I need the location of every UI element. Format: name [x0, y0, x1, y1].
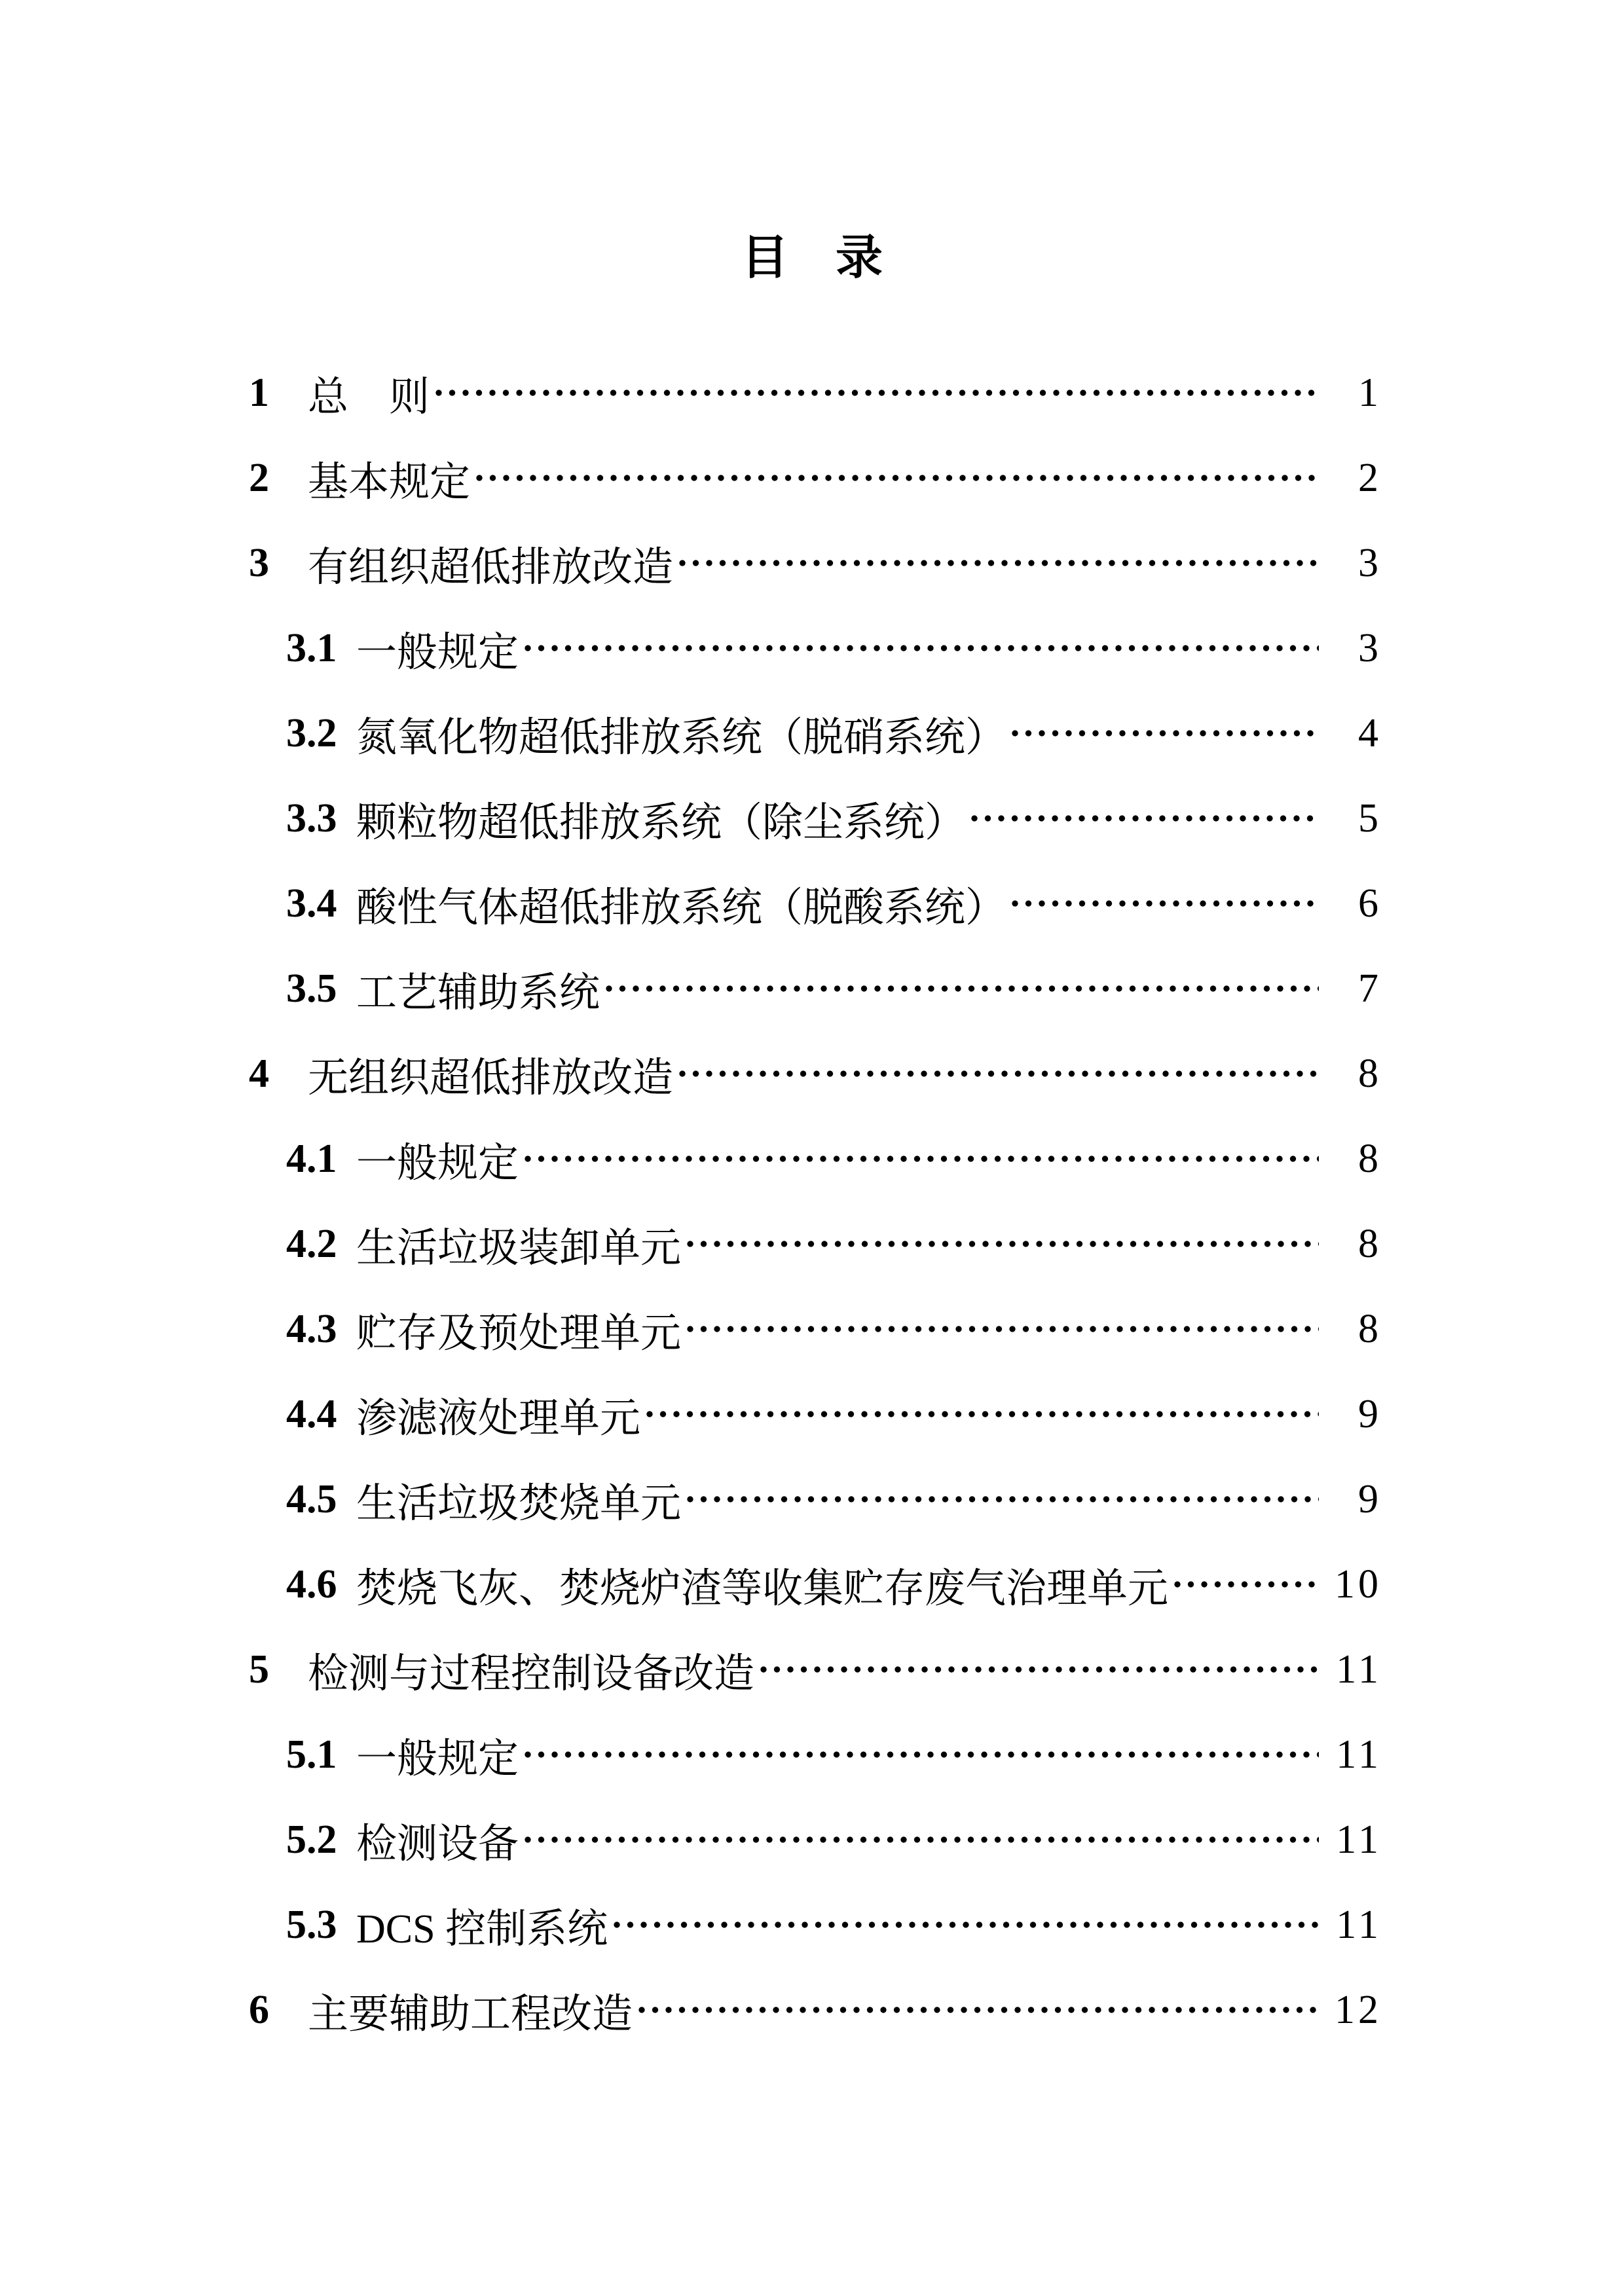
toc-entry-number: 4.2 [286, 1221, 337, 1266]
dot-leader [521, 1797, 1319, 1882]
toc-entry-title: 焚烧飞灰、焚烧炉渣等收集贮存废气治理单元 [356, 1566, 1169, 1611]
toc-entry-title: 一般规定 [356, 630, 519, 675]
toc-entry-page: 1 [1358, 370, 1382, 415]
toc-entry-title: 检测与过程控制设备改造 [308, 1651, 755, 1696]
dot-leader [610, 1882, 1319, 1967]
toc-entry-number: 4.3 [286, 1306, 337, 1351]
toc-entry[interactable] [286, 1882, 1382, 1967]
dot-leader [1008, 861, 1319, 946]
dot-leader [643, 1372, 1319, 1457]
toc-entry-number: 1 [249, 370, 269, 415]
toc-entry-number: 3.5 [286, 966, 337, 1011]
toc-entry-number: 5.2 [286, 1817, 337, 1862]
toc-entry[interactable] [249, 520, 1382, 606]
toc-entry-page: 8 [1358, 1136, 1382, 1181]
toc-entry-page: 3 [1358, 625, 1382, 670]
toc-entry[interactable] [249, 350, 1382, 435]
toc-entry-number: 5.3 [286, 1902, 337, 1947]
dot-leader [521, 1116, 1319, 1201]
toc-entry-title: 工艺辅助系统 [356, 970, 600, 1015]
toc-entry[interactable] [286, 946, 1382, 1031]
toc-entry-page: 7 [1358, 966, 1382, 1011]
toc-entry[interactable] [249, 1627, 1382, 1712]
toc-entry[interactable] [286, 1201, 1382, 1286]
toc-entry-title: 生活垃圾焚烧单元 [356, 1481, 682, 1526]
toc-entry-page: 4 [1358, 710, 1382, 756]
toc-entry-number: 3.3 [286, 795, 337, 841]
toc-entry-number: 3.2 [286, 710, 337, 756]
dot-leader [757, 1627, 1319, 1712]
toc-entry-title: 基本规定 [308, 460, 471, 505]
toc-entry[interactable] [286, 1712, 1382, 1797]
toc-entry-number: 4.4 [286, 1391, 337, 1436]
toc-entry[interactable] [286, 861, 1382, 946]
toc-entry-title: 酸性气体超低排放系统（脱酸系统） [356, 885, 1006, 930]
toc-entry-title: 渗滤液处理单元 [356, 1396, 641, 1441]
toc-entry-title: 一般规定 [356, 1736, 519, 1781]
toc-entry-page: 8 [1358, 1051, 1382, 1096]
table-of-contents [249, 350, 1382, 2052]
toc-entry-number: 4.1 [286, 1136, 337, 1181]
toc-entry-page: 5 [1358, 795, 1382, 841]
toc-entry-page: 8 [1358, 1221, 1382, 1266]
toc-entry-title: 颗粒物超低排放系统（除尘系统） [356, 800, 966, 845]
toc-entry[interactable] [249, 1031, 1382, 1116]
toc-entry-number: 2 [249, 455, 269, 500]
toc-entry-title: 主要辅助工程改造 [308, 1992, 633, 2037]
dot-leader [635, 1967, 1319, 2052]
toc-entry-title: DCS 控制系统 [356, 1906, 608, 1952]
toc-entry-number: 4 [249, 1051, 269, 1096]
toc-entry-number: 5.1 [286, 1732, 337, 1777]
dot-leader [602, 946, 1319, 1031]
toc-entry-title: 贮存及预处理单元 [356, 1311, 682, 1356]
toc-entry[interactable] [286, 1372, 1382, 1457]
toc-entry-page: 9 [1358, 1476, 1382, 1522]
toc-entry-title: 氮氧化物超低排放系统（脱硝系统） [356, 715, 1006, 760]
toc-entry[interactable] [286, 1116, 1382, 1201]
toc-entry-title: 无组织超低排放改造 [308, 1055, 674, 1101]
toc-entry-page: 11 [1336, 1732, 1382, 1777]
toc-entry[interactable] [249, 1967, 1382, 2052]
toc-entry-number: 5 [249, 1647, 269, 1692]
toc-entry-page: 3 [1358, 540, 1382, 585]
toc-entry-page: 11 [1336, 1647, 1382, 1692]
page-title: 目 录 [741, 232, 883, 284]
toc-entry-title: 生活垃圾装卸单元 [356, 1226, 682, 1271]
toc-entry-title: 检测设备 [356, 1821, 519, 1867]
toc-entry-number: 3.1 [286, 625, 337, 670]
dot-leader [684, 1201, 1319, 1286]
toc-entry[interactable] [286, 691, 1382, 776]
dot-leader [968, 776, 1319, 861]
dot-leader [1171, 1542, 1319, 1627]
toc-entry[interactable] [286, 1542, 1382, 1627]
toc-entry-number: 3 [249, 540, 269, 585]
toc-entry[interactable] [249, 435, 1382, 520]
dot-leader [521, 1712, 1319, 1797]
dot-leader [432, 350, 1319, 435]
toc-entry-page: 12 [1335, 1987, 1382, 2032]
toc-entry-number: 4.6 [286, 1561, 337, 1607]
toc-entry-number: 3.4 [286, 881, 337, 926]
toc-entry-page: 6 [1358, 881, 1382, 926]
toc-entry-page: 11 [1336, 1817, 1382, 1862]
toc-entry-page: 2 [1358, 455, 1382, 500]
dot-leader [684, 1286, 1319, 1372]
toc-entry-title: 有组织超低排放改造 [308, 545, 674, 590]
toc-entry-number: 4.5 [286, 1476, 337, 1522]
toc-entry[interactable] [286, 776, 1382, 861]
toc-entry-title: 一般规定 [356, 1140, 519, 1186]
toc-entry-page: 9 [1358, 1391, 1382, 1436]
toc-entry-page: 10 [1335, 1561, 1382, 1607]
dot-leader [1008, 691, 1319, 776]
toc-entry[interactable] [286, 1457, 1382, 1542]
dot-leader [473, 435, 1319, 520]
toc-entry-number: 6 [249, 1987, 269, 2032]
dot-leader [521, 606, 1319, 691]
toc-entry[interactable] [286, 1797, 1382, 1882]
dot-leader [676, 520, 1319, 606]
dot-leader [684, 1457, 1319, 1542]
dot-leader [676, 1031, 1319, 1116]
toc-entry-title: 总 则 [308, 374, 430, 420]
toc-entry[interactable] [286, 1286, 1382, 1372]
toc-entry-page: 11 [1336, 1902, 1382, 1947]
toc-entry-page: 8 [1358, 1306, 1382, 1351]
toc-entry[interactable] [286, 606, 1382, 691]
